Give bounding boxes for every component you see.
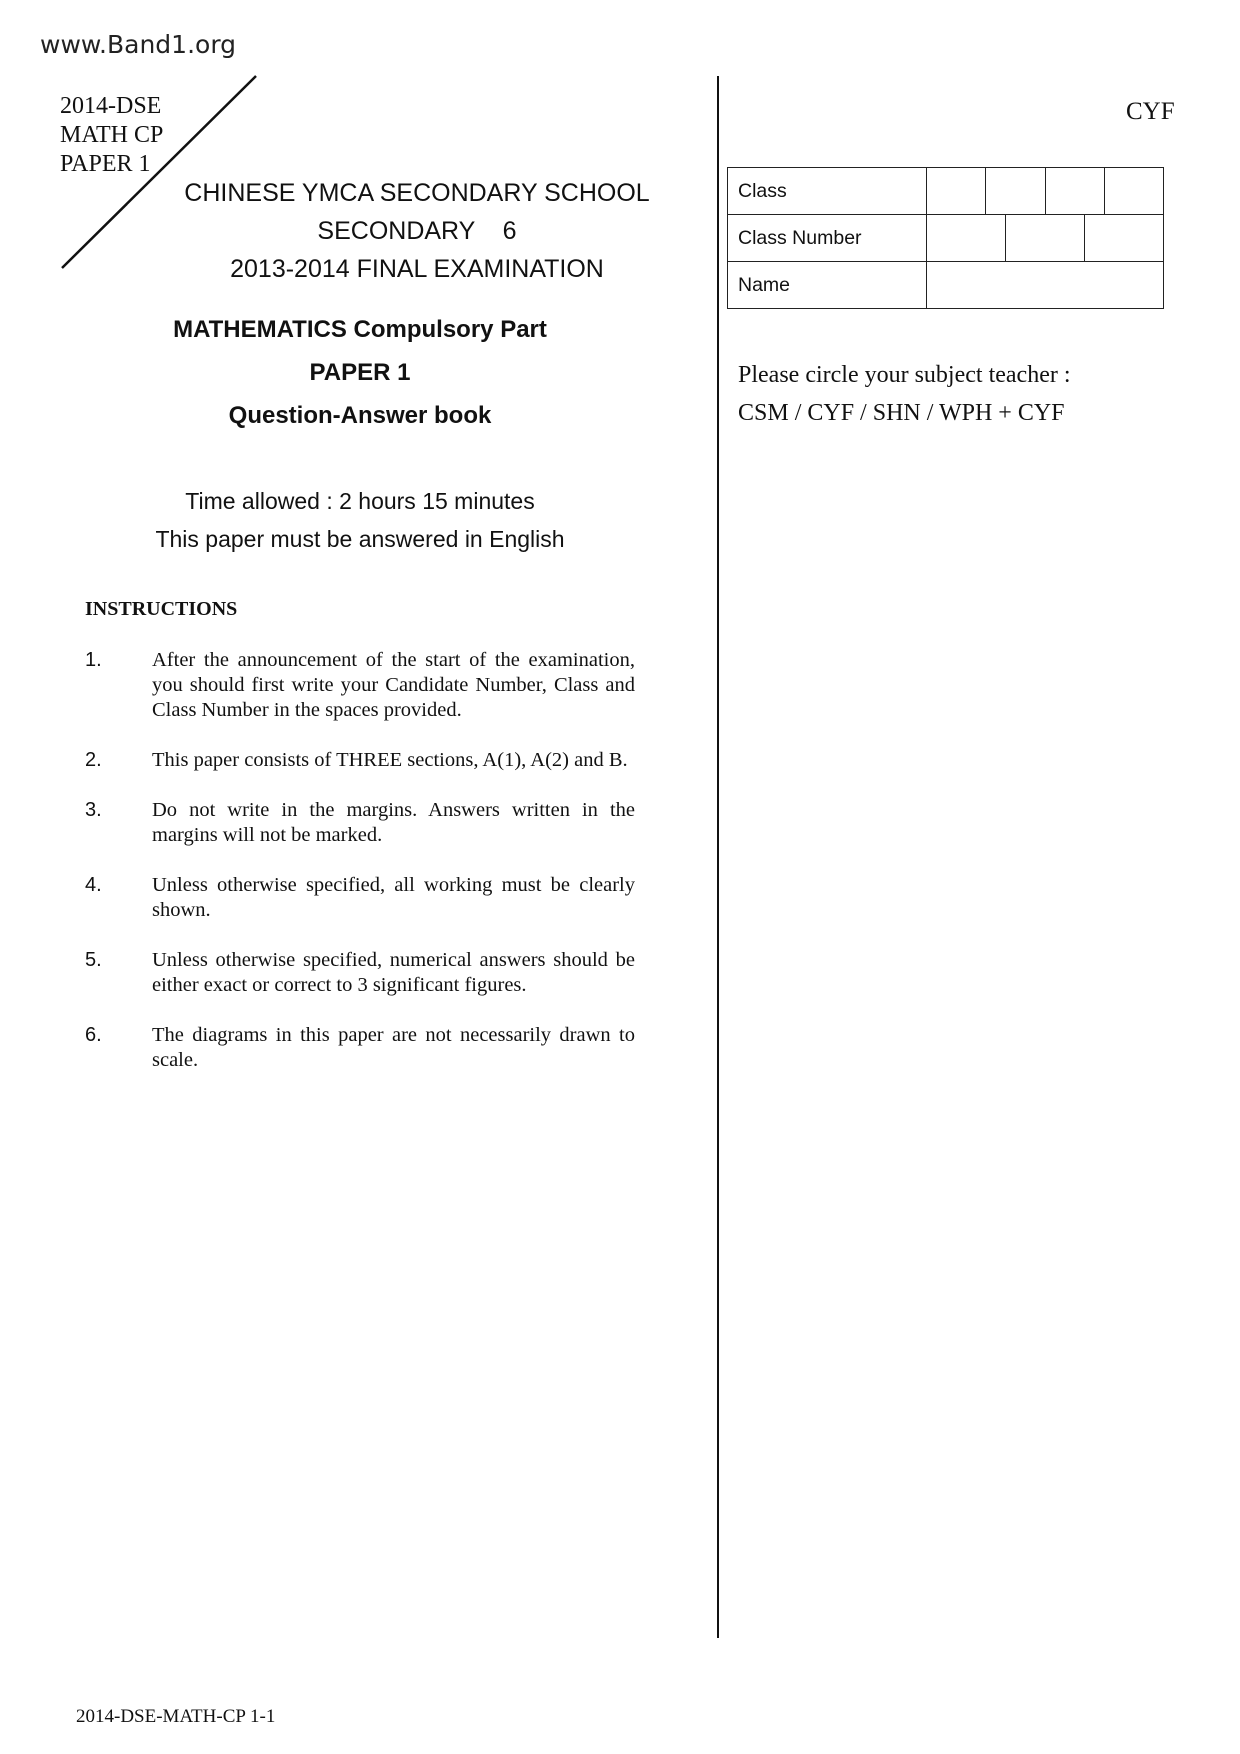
name-label: Name — [728, 262, 927, 309]
name-field[interactable] — [927, 262, 1164, 309]
watermark: www.Band1.org — [40, 30, 237, 59]
student-info-table — [727, 167, 1164, 309]
paper-code-line-3: PAPER 1 — [60, 151, 151, 177]
class-row — [728, 168, 1164, 215]
class-number-row — [728, 215, 1164, 262]
teacher-prompt-text: Please circle your subject teacher : — [738, 362, 1071, 388]
class-number-box[interactable] — [1085, 215, 1164, 261]
instruction-item — [85, 1023, 635, 1073]
time-block — [100, 482, 620, 558]
instruction-item — [85, 948, 635, 998]
paper-number: PAPER 1 — [309, 359, 411, 386]
instruction-number: 6. — [85, 1024, 102, 1046]
paper-code-line-2: MATH CP — [60, 122, 164, 148]
instruction-text: The diagrams in this paper are not necessarily drawn to scale. — [152, 1024, 635, 1071]
instruction-number: 5. — [85, 949, 102, 971]
class-box[interactable] — [927, 168, 986, 215]
class-box[interactable] — [1104, 168, 1163, 215]
teacher-code: CYF — [1126, 98, 1175, 125]
time-allowed: Time allowed : 2 hours 15 minutes — [185, 488, 535, 514]
school-header — [140, 174, 694, 288]
class-box[interactable] — [1045, 168, 1104, 215]
instruction-item — [85, 748, 635, 773]
class-number-box[interactable] — [927, 215, 1006, 261]
instruction-text: Unless otherwise specified, numerical answers should be either exact or correct to 3 significant figures. — [152, 949, 635, 996]
class-label: Class — [728, 168, 927, 215]
book-type: Question-Answer book — [228, 402, 492, 429]
paper-code-line-1: 2014-DSE — [60, 93, 162, 119]
language-note: This paper must be answered in English — [155, 526, 565, 552]
school-level: SECONDARY 6 — [317, 217, 517, 245]
name-row — [728, 262, 1164, 309]
instruction-number: 4. — [85, 874, 102, 896]
teacher-prompt — [738, 356, 1071, 432]
exam-title: 2013-2014 FINAL EXAMINATION — [230, 255, 604, 283]
instruction-text: Unless otherwise specified, all working must be clearly shown. — [152, 874, 635, 921]
instruction-text: After the announcement of the start of the examination, you should first write your Candidate Number, Class and Class Number in the spaces provided. — [152, 649, 635, 721]
instruction-item — [85, 798, 635, 848]
page-footer: 2014-DSE-MATH-CP 1-1 — [76, 1706, 276, 1727]
school-name: CHINESE YMCA SECONDARY SCHOOL — [184, 179, 650, 207]
instructions-title: INSTRUCTIONS — [85, 598, 238, 620]
instruction-text: This paper consists of THREE sections, A(1), A(2) and B. — [152, 749, 628, 771]
instructions-list — [85, 648, 635, 1098]
class-number-boxes — [927, 215, 1164, 262]
instruction-item — [85, 873, 635, 923]
class-number-label: Class Number — [728, 215, 927, 262]
subject-block — [100, 308, 620, 437]
instruction-number: 1. — [85, 649, 102, 671]
class-number-box[interactable] — [1006, 215, 1085, 261]
instruction-item — [85, 648, 635, 723]
class-box[interactable] — [986, 168, 1045, 215]
paper-code-block — [60, 92, 163, 179]
subject-title: MATHEMATICS Compulsory Part — [173, 316, 547, 343]
vertical-divider — [717, 76, 719, 1638]
teacher-options: CSM / CYF / SHN / WPH + CYF — [738, 400, 1065, 426]
instruction-text: Do not write in the margins. Answers written in the margins will not be marked. — [152, 799, 635, 846]
instruction-number: 3. — [85, 799, 102, 821]
instruction-number: 2. — [85, 749, 102, 771]
